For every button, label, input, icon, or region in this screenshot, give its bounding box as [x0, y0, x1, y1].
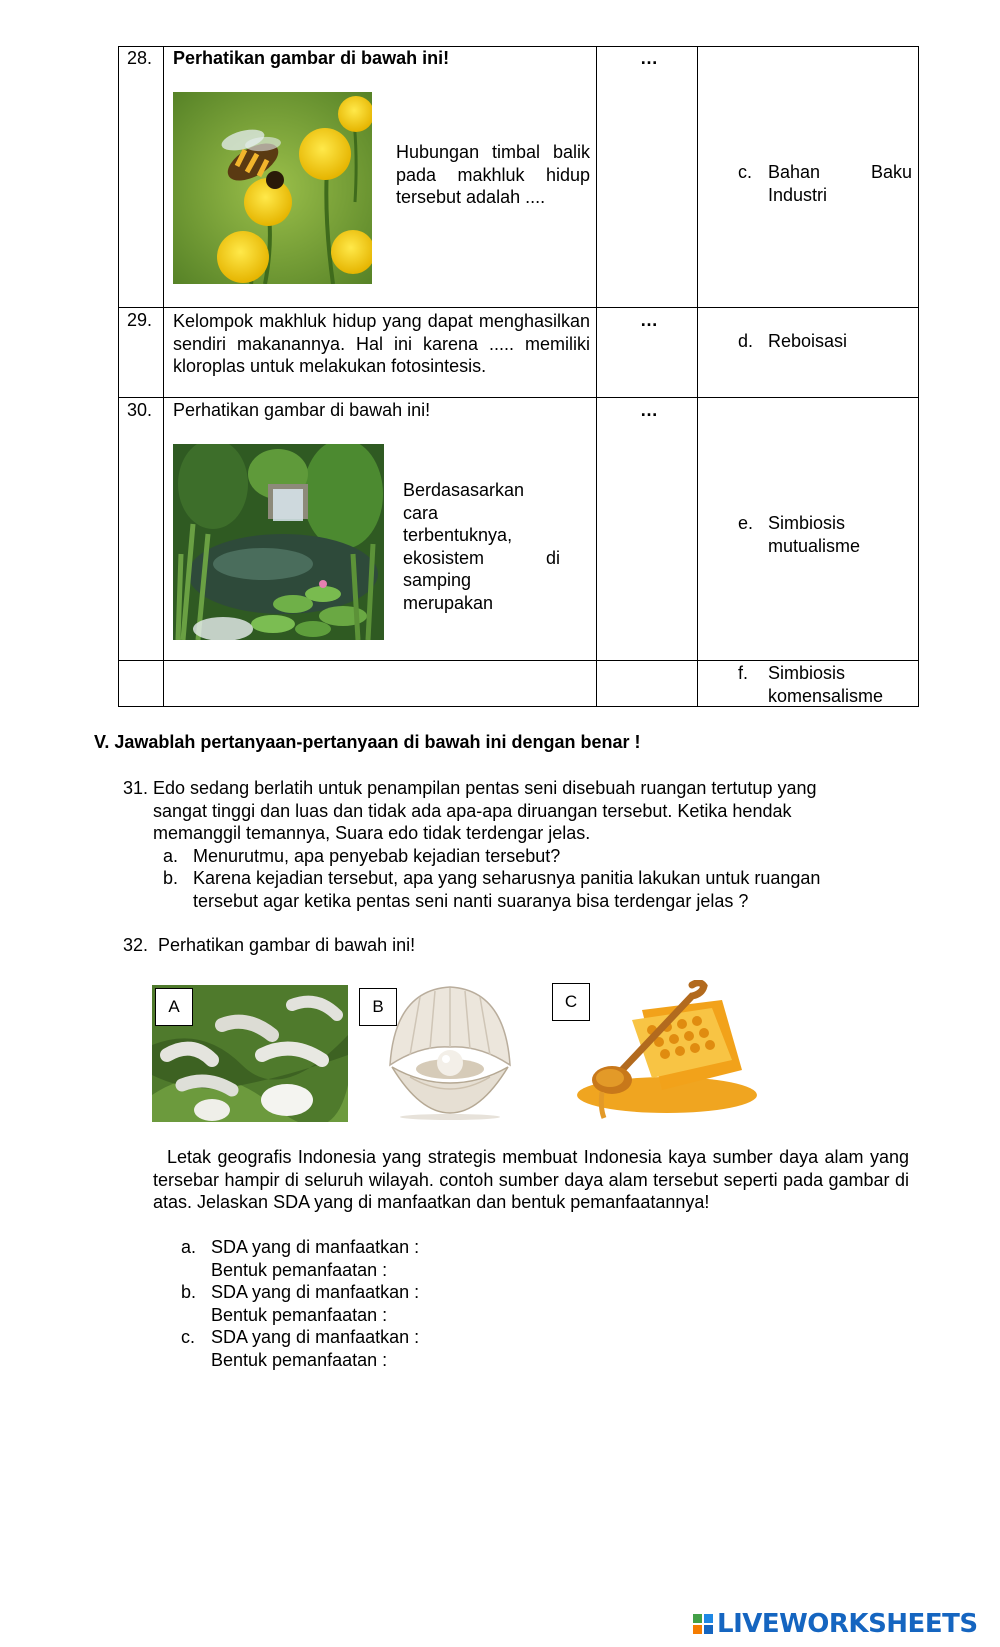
q28-title: Perhatikan gambar di bawah ini! [173, 48, 450, 68]
q30-number: 30. [127, 400, 153, 420]
q31-number: 31. [123, 778, 149, 798]
q31-sub-b-line1: Karena kejadian tersebut, apa yang seharusnya panitia lakukan untuk ruangan [193, 868, 821, 888]
q30-title: Perhatikan gambar di bawah ini! [173, 400, 431, 420]
q32-item-c-sda: SDA yang di manfaatkan : [211, 1327, 420, 1347]
option-c-line2: Industri [768, 184, 828, 205]
liveworksheets-logo-icon [693, 1614, 713, 1634]
image-label-a: A [155, 988, 193, 1026]
q31-sub-b-line2: tersebut agar ketika pentas seni nanti suaranya bisa terdengar jelas ? [193, 890, 749, 911]
honeycomb-image [572, 980, 760, 1122]
q30-question [403, 479, 560, 614]
table-row-30-answer-cell[interactable] [596, 397, 698, 661]
option-f-line1: Simbiosis [768, 663, 846, 683]
q28-question: Hubungan timbal balik pada makhluk hidup tersebut adalah .... [396, 142, 590, 207]
q31-line-3: memanggil temannya, Suara edo tidak terdengar jelas. [153, 823, 591, 843]
option-d [738, 330, 912, 354]
table-row-30-num-cell [118, 397, 164, 661]
q32-item-b-sda: SDA yang di manfaatkan : [211, 1282, 420, 1302]
section-v-heading: V. Jawablah pertanyaan-pertanyaan di bawah ini dengan benar ! [94, 732, 641, 752]
option-f-letter: f. [738, 663, 749, 683]
option-f-line2: komensalisme [768, 685, 884, 706]
image-label-b: B [359, 988, 397, 1026]
table-row-28-answer-cell[interactable] [596, 46, 698, 308]
q32-item-a-bentuk: Bentuk pemanfaatan : [211, 1259, 388, 1280]
q30-question-line-1: Berdasasarkan [403, 480, 525, 500]
option-d-line1: Reboisasi [768, 331, 848, 351]
q28-number: 28. [127, 48, 153, 68]
option-d-letter: d. [738, 331, 754, 351]
table-row-empty-answer-cell [596, 660, 698, 707]
q30-question-line-2: cara [403, 502, 439, 523]
q32-number: 32. [123, 935, 149, 955]
q30-question-line-5: samping [403, 570, 472, 590]
q32-item-b-bentuk: Bentuk pemanfaatan : [211, 1304, 388, 1325]
q31-sub-a-letter: a. [163, 845, 179, 866]
option-f [738, 662, 912, 708]
q30-question-line-3: terbentuknya, [403, 525, 513, 545]
q31-sub-b-letter: b. [163, 868, 179, 888]
q32-item-a-sda: SDA yang di manfaatkan : [211, 1237, 420, 1257]
liveworksheets-logo[interactable] [693, 1608, 978, 1640]
pond-ecosystem-image [173, 444, 384, 640]
bee-flower-image [173, 92, 372, 284]
table-row-empty-num-cell [118, 660, 164, 707]
q32-item-c-letter: c. [181, 1327, 196, 1347]
q30-question-line-6: merupakan [403, 592, 494, 613]
q28-answer-blank[interactable]: … [640, 48, 658, 68]
q31-line-1: Edo sedang berlatih untuk penampilan pentas seni disebuah ruangan tertutup yang [153, 778, 817, 798]
table-row-empty-question-cell [163, 660, 597, 707]
liveworksheets-logo-text: LIVEWORKSHEETS [717, 1609, 978, 1639]
q29-text: Kelompok makhluk hidup yang dapat menghasilkan sendiri makanannya. Hal ini karena ..... memiliki kloroplas untuk melakukan fotosintesis. [173, 311, 590, 376]
q32-item-b-letter: b. [181, 1282, 197, 1302]
q32-item-c-bentuk: Bentuk pemanfaatan : [211, 1349, 388, 1370]
option-c-letter: c. [738, 162, 753, 182]
image-label-c: C [552, 983, 590, 1021]
q31-sub-a: Menurutmu, apa penyebab kejadian tersebut? [193, 845, 561, 866]
q32-title: Perhatikan gambar di bawah ini! [158, 935, 416, 955]
pearl-oyster-image [380, 985, 520, 1122]
q31-line-2: sangat tinggi dan luas dan tidak ada apa-apa diruangan tersebut. Ketika hendak [153, 800, 792, 821]
q29-number: 29. [127, 310, 153, 330]
q32-item-a-letter: a. [181, 1237, 197, 1257]
option-e [738, 512, 912, 558]
option-c [738, 161, 912, 207]
q30-question-line-4: ekosistem di [403, 547, 560, 568]
q29-answer-blank[interactable]: … [640, 310, 658, 330]
q32-paragraph: Letak geografis Indonesia yang strategis membuat Indonesia kaya sumber daya alam yang tersebar hampir di seluruh wilayah. contoh sumber daya alam tersebut seperti pada gambar di atas. Jelaskan SDA yang di manfaatkan dan bentuk pemanfaatannya! [153, 1147, 909, 1212]
option-e-line2: mutualisme [768, 535, 861, 556]
option-e-line1: Simbiosis [768, 513, 846, 533]
option-c-line1: Bahan Baku [768, 162, 912, 182]
table-row-28-num-cell [118, 46, 164, 308]
option-e-letter: e. [738, 513, 754, 533]
q30-answer-blank[interactable]: … [640, 400, 658, 420]
